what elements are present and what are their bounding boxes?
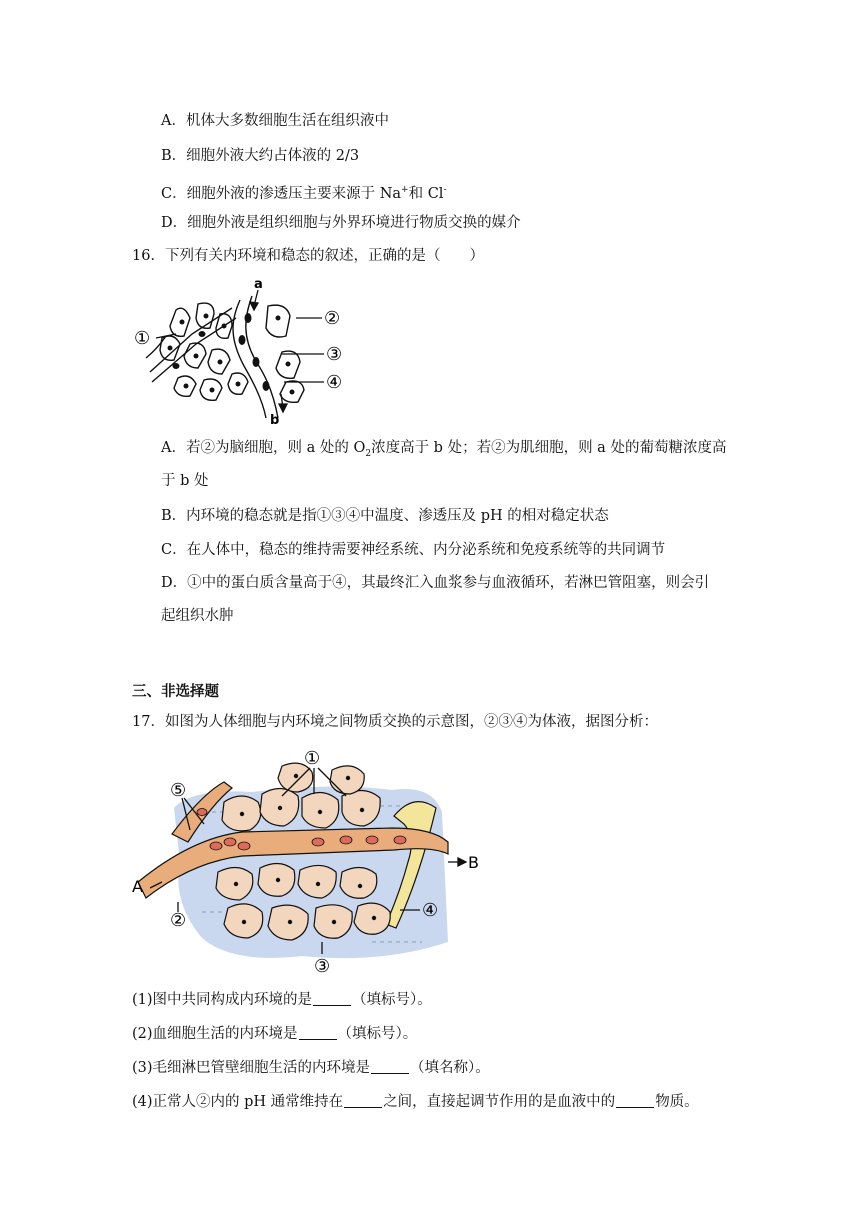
- q17-label-A: A: [132, 877, 143, 896]
- answer-blank[interactable]: [313, 991, 351, 1006]
- q16-option-a: A．若②为脑细胞，则 a 处的 $O_2$浓度高于 b 处；若②为肌细胞，则 a 处的葡萄糖浓度高: [161, 440, 727, 459]
- q16-option-d-cont: 起组织水肿: [161, 608, 234, 624]
- q17-label-5: ⑤: [170, 780, 187, 801]
- answer-blank[interactable]: [371, 1059, 409, 1074]
- q17-part-1: (1)图中共同构成内环境的是 （填标号）。: [132, 992, 432, 1008]
- q16-stem: 16．下列有关内环境和稳态的叙述，正确的是（ ）: [132, 248, 484, 264]
- q17-part-2: (2)血细胞生活的内环境是 （填标号）。: [132, 1026, 418, 1042]
- q16-label-1: ①: [134, 328, 151, 349]
- q16-tissue-figure: [132, 278, 350, 428]
- q16-label-3: ③: [326, 344, 343, 365]
- q17-tissue-figure: [132, 742, 502, 974]
- q15-option-a: A．机体大多数细胞生活在组织液中: [161, 113, 389, 129]
- q16-option-d: D．①中的蛋白质含量高于④，其最终汇入血浆参与血液循环，若淋巴管阻塞，则会引: [161, 575, 710, 591]
- q16-option-a-cont: 于 b 处: [161, 473, 209, 489]
- q17-part-3: (3)毛细淋巴管壁细胞生活的内环境是 （填名称）。: [132, 1060, 490, 1076]
- q16-option-b: B．内环境的稳态就是指①③④中温度、渗透压及 pH 的相对稳定状态: [161, 508, 609, 524]
- q17-label-B: B: [468, 853, 479, 872]
- q16-label-b: b: [270, 413, 280, 428]
- answer-blank[interactable]: [616, 1093, 654, 1108]
- answer-blank[interactable]: [344, 1093, 382, 1108]
- q16-option-c: C．在人体中，稳态的维持需要神经系统、内分泌系统和免疫系统等的共同调节: [161, 542, 666, 558]
- q15-option-c: C．细胞外液的渗透压主要来源于 Na+和 Cl-: [161, 185, 447, 202]
- answer-blank[interactable]: [299, 1025, 337, 1040]
- q16-label-a: a: [254, 278, 263, 292]
- q17-label-4: ④: [422, 900, 439, 921]
- q16-label-2: ②: [324, 308, 341, 329]
- q16-label-4: ④: [326, 372, 343, 393]
- q15-option-b: B．细胞外液大约占体液的 2/3: [161, 148, 360, 164]
- q17-label-3: ③: [314, 956, 331, 974]
- q17-label-2: ②: [170, 910, 187, 931]
- q17-part-4: (4)正常人②内的 pH 通常维持在 之间，直接起调节作用的是血液中的 物质。: [132, 1094, 699, 1110]
- section-title: 三、非选择题: [132, 684, 219, 700]
- q15-option-d: D．细胞外液是组织细胞与外界环境进行物质交换的媒介: [161, 215, 521, 231]
- q17-label-1: ①: [304, 748, 321, 769]
- q17-stem: 17．如图为人体细胞与内环境之间物质交换的示意图，②③④为体液，据图分析：: [132, 714, 658, 730]
